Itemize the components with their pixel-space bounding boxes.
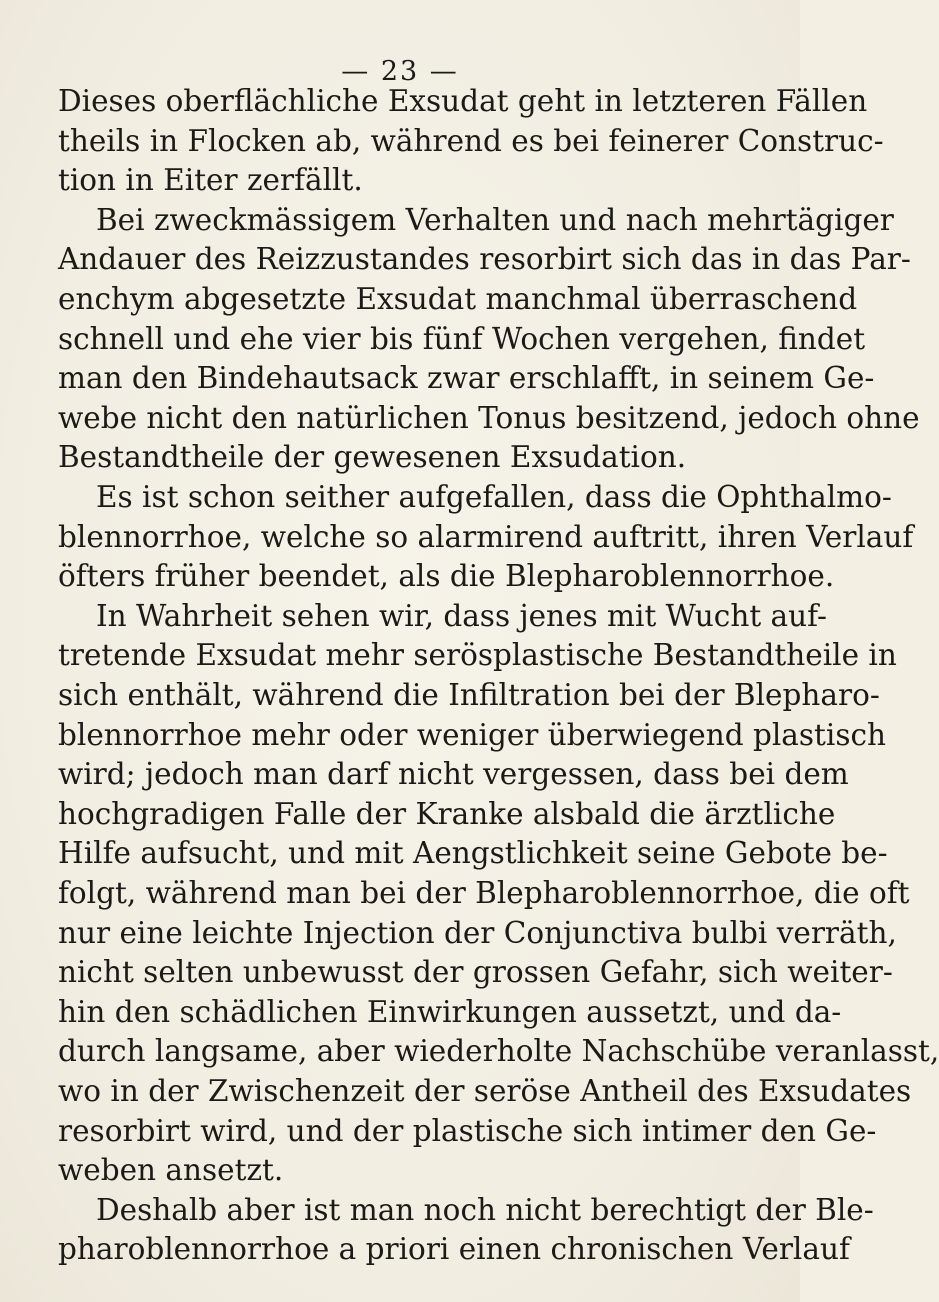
text-line: tretende Exsudat mehr serösplastische Bestandtheile in bbox=[58, 638, 897, 672]
text-line: wo in der Zwischenzeit der seröse Antheil des Exsudates bbox=[58, 1074, 912, 1108]
text-line: pharoblennorrhoe a priori einen chronischen Verlauf bbox=[58, 1232, 850, 1266]
text-line: weben ansetzt. bbox=[58, 1153, 284, 1187]
text-line: Andauer des Reizzustandes resorbirt sich das in das Par- bbox=[58, 242, 911, 276]
text-line: theils in Flocken ab, während es bei feinerer Construc- bbox=[58, 124, 884, 158]
text-line: tion in Eiter zerfällt. bbox=[58, 163, 363, 197]
text-line: hin den schädlichen Einwirkungen aussetzt, und da- bbox=[58, 995, 842, 1029]
text-line: In Wahrheit sehen wir, dass jenes mit Wucht auf- bbox=[96, 599, 827, 633]
text-line: man den Bindehautsack zwar erschlafft, in seinem Ge- bbox=[58, 361, 875, 395]
text-line: folgt, während man bei der Blepharoblennorrhoe, die oft bbox=[58, 876, 910, 910]
text-line: Bei zweckmässigem Verhalten und nach mehrtägiger bbox=[96, 203, 894, 237]
text-line: Deshalb aber ist man noch nicht berechtigt der Ble- bbox=[96, 1193, 874, 1227]
text-line: sich enthält, während die Infiltration bei der Blepharo- bbox=[58, 678, 880, 712]
text-line: hochgradigen Falle der Kranke alsbald die ärztliche bbox=[58, 797, 836, 831]
text-line: blennorrhoe, welche so alarmirend auftritt, ihren Verlauf bbox=[58, 520, 914, 554]
text-line: öfters früher beendet, als die Blepharoblennorrhoe. bbox=[58, 559, 835, 593]
text-line: wird; jedoch man darf nicht vergessen, dass bei dem bbox=[58, 757, 849, 791]
text-line: webe nicht den natürlichen Tonus besitzend, jedoch ohne bbox=[58, 401, 920, 435]
text-line: enchym abgesetzte Exsudat manchmal überraschend bbox=[58, 282, 858, 316]
text-line: Es ist schon seither aufgefallen, dass die Ophthalmo- bbox=[96, 480, 892, 514]
text-line: schnell und ehe vier bis fünf Wochen vergehen, findet bbox=[58, 322, 866, 356]
page-number: — 23 — bbox=[341, 56, 459, 87]
text-line: resorbirt wird, und der plastische sich intimer den Ge- bbox=[58, 1114, 877, 1148]
text-line: Dieses oberflächliche Exsudat geht in letzteren Fällen bbox=[58, 84, 868, 118]
text-line: durch langsame, aber wiederholte Nachschübe veranlasst, bbox=[58, 1034, 939, 1068]
text-line: nur eine leichte Injection der Conjunctiva bulbi verräth, bbox=[58, 916, 897, 950]
text-line: nicht selten unbewusst der grossen Gefahr, sich weiter- bbox=[58, 955, 893, 989]
text-line: Bestandtheile der gewesenen Exsudation. bbox=[58, 440, 687, 474]
text-line: blennorrhoe mehr oder weniger überwiegend plastisch bbox=[58, 718, 886, 752]
text-line: Hilfe aufsucht, und mit Aengstlichkeit seine Gebote be- bbox=[58, 836, 888, 870]
